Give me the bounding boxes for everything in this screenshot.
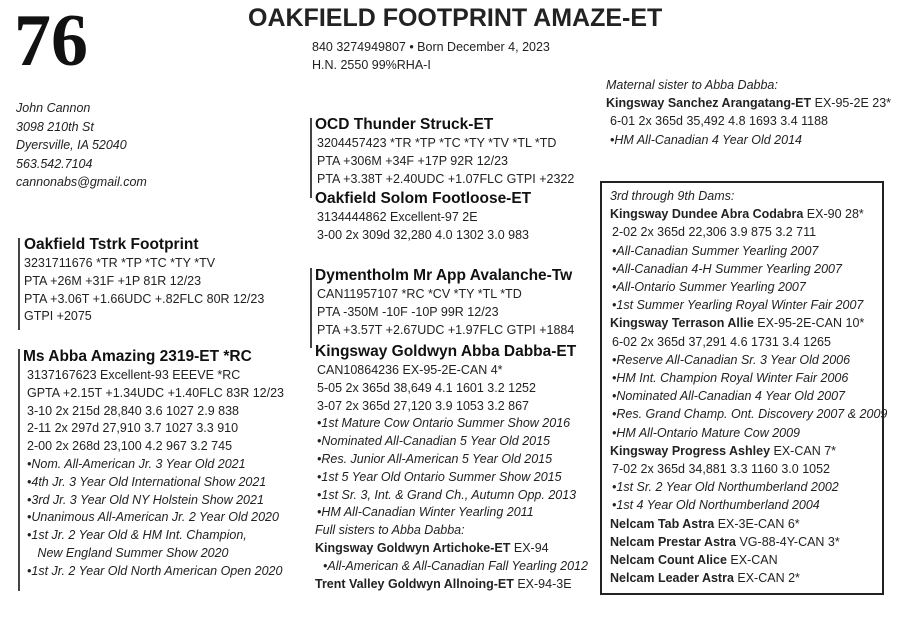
fourth-dam-honor: •Res. Grand Champ. Ont. Discovery 2007 & 2009 <box>612 407 888 422</box>
sire-sire-line: 3204457423 *TR *TP *TC *TY *TV *TL *TD <box>317 136 557 150</box>
sire-line: 3231711676 *TR *TP *TC *TY *TV <box>24 256 216 270</box>
full-sister-2-name: Trent Valley Goldwyn Allnoing-ET <box>315 576 514 591</box>
sixth-dam <box>610 515 887 533</box>
dam-dam-line: 5-05 2x 365d 38,649 4.1 1601 3.2 1252 <box>317 380 536 395</box>
fifth-dam-honor: •1st 4 Year Old Northumberland 2004 <box>612 498 820 513</box>
third-dam <box>610 205 887 223</box>
maternal-sister-block <box>606 76 891 149</box>
consignor-info <box>16 99 147 192</box>
dam-line: 2-11 2x 297d 27,910 3.7 1027 3.3 910 <box>27 421 239 436</box>
fourth-dam-honor: •HM Int. Champion Royal Winter Fair 2006 <box>612 371 849 386</box>
fifth-dam <box>610 442 887 460</box>
maternal-sister-record: 6-01 2x 365d 35,492 4.8 1693 3.4 1188 <box>610 114 829 129</box>
dam-sire-line: PTA +3.57T +2.67UDC +1.97FLC GTPI +1884 <box>317 322 575 337</box>
maternal-sister <box>606 94 891 112</box>
third-dam-honor: •1st Summer Yearling Royal Winter Fair 2007 <box>612 298 864 313</box>
sire-dam-name: Oakfield Solom Footloose-ET <box>315 190 532 207</box>
third-dam-honor: •All-Canadian 4-H Summer Yearling 2007 <box>612 261 842 276</box>
full-sister-1 <box>315 540 588 558</box>
fourth-dam-classification: EX-95-2E-CAN 10* <box>753 316 865 331</box>
dam-dam-honor: •HM All-Canadian Winter Yearling 2011 <box>317 505 534 520</box>
consignor-email[interactable]: cannonabs@gmail.com <box>16 175 147 190</box>
sire-dam-line: 3134444862 Excellent-97 2E <box>317 210 478 224</box>
maternal-sister-label: Maternal sister to Abba Dabba: <box>606 78 778 92</box>
dam-honor: •1st Jr. 2 Year Old & HM Int. Champion, <box>27 528 247 543</box>
third-dam-name: Kingsway Dundee Abra Codabra <box>610 207 804 222</box>
animal-title: OAKFIELD FOOTPRINT AMAZE-ET <box>248 4 663 32</box>
full-sister-2-classification: EX-94-3E <box>513 576 572 591</box>
sire-sire-line: PTA +3.38T +2.40UDC +1.07FLC GTPI +2322 <box>317 171 575 186</box>
dam-block <box>23 347 284 581</box>
pedigree-line-dam-sire <box>310 268 312 348</box>
dam-dam-line: 3-07 2x 365d 27,120 3.9 1053 3.2 867 <box>317 398 529 413</box>
sire-block <box>24 235 264 326</box>
sire-line: PTA +26M +31F +1P 81R 12/23 <box>24 273 202 288</box>
dam-honor: •Unanimous All-American Jr. 2 Year Old 2020 <box>27 510 279 525</box>
ninth-dam-classification: EX-CAN 2* <box>733 571 800 586</box>
sire-name: Oakfield Tstrk Footprint <box>24 236 199 253</box>
third-dam-honor: •All-Ontario Summer Yearling 2007 <box>612 280 806 295</box>
full-sister-1-name: Kingsway Goldwyn Artichoke-ET <box>315 540 511 555</box>
dam-sire-line: CAN11957107 *RC *CV *TY *TL *TD <box>317 287 522 301</box>
maternal-sister-name: Kingsway Sanchez Arangatang-ET <box>606 96 812 111</box>
sire-dam-line: 3-00 2x 309d 32,280 4.0 1302 3.0 983 <box>317 227 529 242</box>
full-sister-1-classification: EX-94 <box>510 540 549 555</box>
eighth-dam-classification: EX-CAN <box>726 553 778 568</box>
dam-dam-honor: •1st 5 Year Old Ontario Summer Show 2015 <box>317 469 562 484</box>
sire-sire-name: OCD Thunder Struck-ET <box>315 116 494 133</box>
maternal-sister-honor: •HM All-Canadian 4 Year Old 2014 <box>610 132 802 147</box>
dam-line: 3137167623 Excellent-93 EEEVE *RC <box>27 368 241 382</box>
fourth-dam-honor: •HM All-Ontario Mature Cow 2009 <box>612 425 801 440</box>
sixth-dam-name: Nelcam Tab Astra <box>610 516 715 531</box>
consignor-phone: 563.542.7104 <box>16 156 93 171</box>
consignor-street: 3098 210th St <box>16 119 94 134</box>
dam-dam-honor: •Res. Junior All-American 5 Year Old 2015 <box>317 451 553 466</box>
fourth-dam-name: Kingsway Terrason Allie <box>610 316 754 331</box>
dam-sire-name: Dymentholm Mr App Avalanche-Tw <box>315 267 573 284</box>
dam-dam-honor: •1st Mature Cow Ontario Summer Show 2016 <box>317 416 571 431</box>
dam-dam-honor: •Nominated All-Canadian 5 Year Old 2015 <box>317 434 550 449</box>
fourth-dam <box>610 314 887 332</box>
seventh-dam-classification: VG-88-4Y-CAN 3* <box>736 534 840 549</box>
pedigree-line-sire-sire <box>310 118 312 198</box>
full-sister-1-honor: •All-American & All-Canadian Fall Yearling 2012 <box>323 558 588 573</box>
third-dam-classification: EX-90 28* <box>803 207 864 222</box>
fourth-dam-record: 6-02 2x 365d 37,291 4.6 1731 3.4 1265 <box>612 334 831 349</box>
dam-dam-block <box>315 342 588 593</box>
consignor-name: John Cannon <box>16 101 91 115</box>
dam-honor: •3rd Jr. 3 Year Old NY Holstein Show 2021 <box>27 492 264 507</box>
ninth-dam-name: Nelcam Leader Astra <box>610 571 734 586</box>
sire-dam-block <box>315 189 531 245</box>
seventh-dam-name: Nelcam Prestar Astra <box>610 534 736 549</box>
consignor-city: Dyersville, IA 52040 <box>16 138 127 153</box>
fourth-dam-honor: •Nominated All-Canadian 4 Year Old 2007 <box>612 389 845 404</box>
dam-honor: •4th Jr. 3 Year Old International Show 2021 <box>27 474 267 489</box>
fifth-dam-honor: •1st Sr. 2 Year Old Northumberland 2002 <box>612 480 839 495</box>
sire-sire-line: PTA +306M +34F +17P 92R 12/23 <box>317 153 508 168</box>
fifth-dam-name: Kingsway Progress Ashley <box>610 443 771 458</box>
third-dam-honor: •All-Canadian Summer Yearling 2007 <box>612 243 819 258</box>
sire-line: GTPI +2075 <box>24 309 92 324</box>
ninth-dam <box>610 569 887 587</box>
dams-box <box>610 187 887 587</box>
dam-name: Ms Abba Amazing 2319-ET *RC <box>23 348 252 365</box>
dam-honor: New England Summer Show 2020 <box>27 545 229 560</box>
dam-sire-line: PTA -350M -10F -10P 99R 12/23 <box>317 304 499 319</box>
pedigree-line-sire <box>18 238 20 330</box>
pedigree-line-dam <box>18 349 20 591</box>
dam-honor: •Nom. All-American Jr. 3 Year Old 2021 <box>27 456 246 471</box>
sixth-dam-classification: EX-3E-CAN 6* <box>714 516 800 531</box>
third-dam-record: 2-02 2x 365d 22,306 3.9 875 3.2 711 <box>612 225 817 240</box>
dam-line: 2-00 2x 268d 23,100 4.2 967 3.2 745 <box>27 439 233 454</box>
lot-number: 76 <box>14 0 88 82</box>
dam-honor: •1st Jr. 2 Year Old North American Open 2020 <box>27 563 283 578</box>
full-sisters-label: Full sisters to Abba Dabba: <box>315 523 465 538</box>
sire-sire-block <box>315 115 574 188</box>
fifth-dam-record: 7-02 2x 365d 34,881 3.3 1160 3.0 1052 <box>612 462 831 477</box>
eighth-dam-name: Nelcam Count Alice <box>610 553 727 568</box>
hn-line: H.N. 2550 99%RHA-I <box>312 58 431 72</box>
dams-box-label: 3rd through 9th Dams: <box>610 189 735 203</box>
eighth-dam <box>610 551 887 569</box>
dam-line: 3-10 2x 215d 28,840 3.6 1027 2.9 838 <box>27 403 239 418</box>
sire-line: PTA +3.06T +1.66UDC +.82FLC 80R 12/23 <box>24 291 265 306</box>
fourth-dam-honor: •Reserve All-Canadian Sr. 3 Year Old 2006 <box>612 352 851 367</box>
dam-line: GPTA +2.15T +1.34UDC +1.40FLC 83R 12/23 <box>27 385 284 400</box>
dam-sire-block <box>315 266 574 339</box>
fifth-dam-classification: EX-CAN 7* <box>770 443 837 458</box>
seventh-dam <box>610 533 887 551</box>
maternal-sister-classification: EX-95-2E 23* <box>811 96 892 111</box>
dam-dam-line: CAN10864236 EX-95-2E-CAN 4* <box>317 363 503 377</box>
registration-line: 840 3274949807 • Born December 4, 2023 <box>312 40 550 54</box>
full-sister-2 <box>315 576 588 594</box>
dam-dam-honor: •1st Sr. 3, Int. & Grand Ch., Autumn Opp. 2013 <box>317 487 577 502</box>
dam-dam-name: Kingsway Goldwyn Abba Dabba-ET <box>315 343 577 360</box>
